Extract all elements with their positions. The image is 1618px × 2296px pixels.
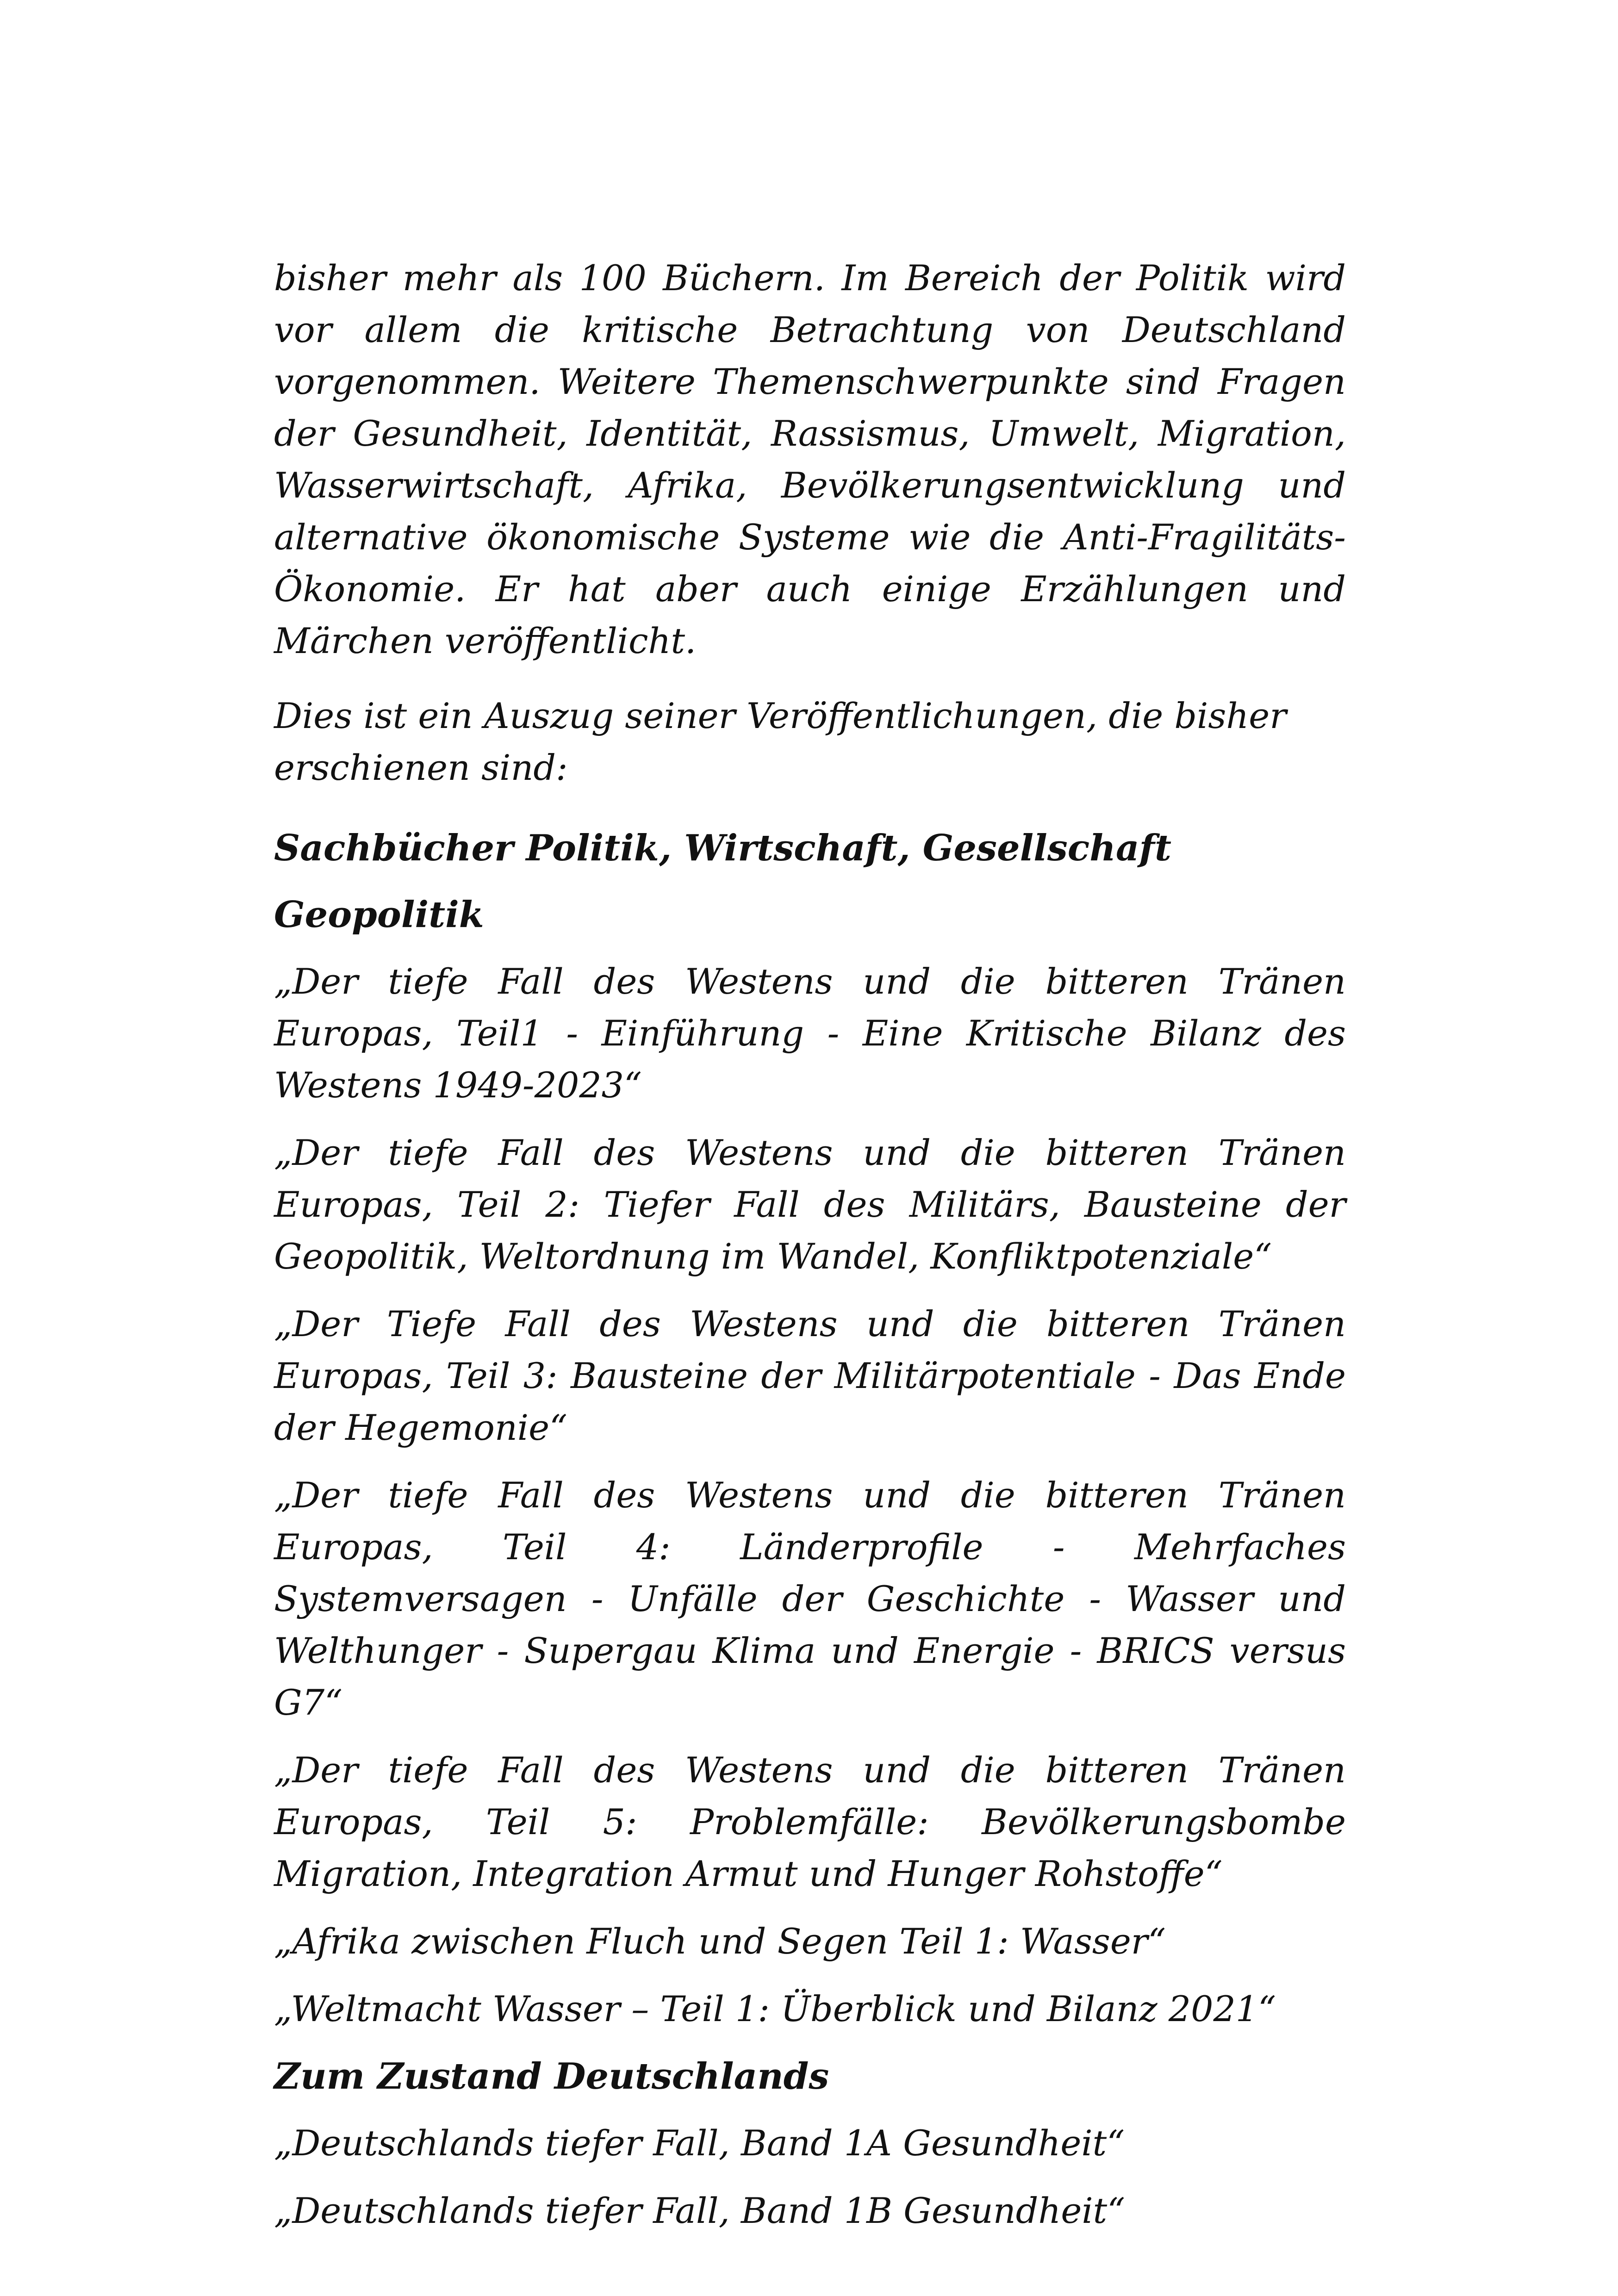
section-heading: Sachbücher Politik, Wirtschaft, Gesellschaft bbox=[274, 827, 1172, 869]
list-item: „Der tiefe Fall des Westens und die bitteren Tränen Europas, Teil 2: Tiefer Fall des Militärs, Bausteine der Geopolitik, Weltordnung im Wandel, Konfliktpotenziale“ bbox=[274, 1132, 1346, 1277]
lead-paragraph: Dies ist ein Auszug seiner Veröffentlichungen, die bisher erschienen sind: bbox=[274, 695, 1287, 788]
list-item: „Der tiefe Fall des Westens und die bitteren Tränen Europas, Teil 5: Problemfälle: Bevölkerungsbombe Migration, Integration Armut und Hunger Rohstoffe“ bbox=[274, 1749, 1346, 1894]
list-item: „Der tiefe Fall des Westens und die bitteren Tränen Europas, Teil 4: Länderprofile - Mehrfaches Systemversagen - Unfälle der Geschichte - Wasser und Welthunger - Supergau Klima und Energie - BRICS versus G7“ bbox=[274, 1475, 1346, 1723]
list-item: „Deutschlands tiefer Fall, Band 1A Gesundheit“ bbox=[274, 2122, 1125, 2164]
list-item: „Deutschlands tiefer Fall, Band 1B Gesundheit“ bbox=[274, 2190, 1126, 2231]
list-item: „Der tiefe Fall des Westens und die bitteren Tränen Europas, Teil1 - Einführung - Eine Kritische Bilanz des Westens 1949-2023“ bbox=[274, 961, 1346, 1106]
intro-paragraph: bisher mehr als 100 Büchern. Im Bereich der Politik wird vor allem die kritische Betrachtung von Deutschland vorgenommen. Weitere Themenschwerpunkte sind Fragen der Gesundheit, Identität, Rassismus, Umwelt, Migration, Wasserwirtschaft, Afrika, Bevölkerungsentwicklung und alternative ökonomische Systeme wie die Anti-Fragilitäts-Ökonomie. Er hat aber auch einige Erzählungen und Märchen veröffentlicht. bbox=[274, 257, 1346, 661]
list-item: „Weltmacht Wasser – Teil 1: Überblick und Bilanz 2021“ bbox=[274, 1988, 1276, 2029]
geopolitik-heading: Geopolitik bbox=[274, 894, 484, 936]
deutschland-heading: Zum Zustand Deutschlands bbox=[274, 2055, 829, 2097]
page-content bbox=[274, 252, 1346, 2252]
list-item: „Afrika zwischen Fluch und Segen Teil 1: Wasser“ bbox=[274, 1921, 1166, 1962]
list-item: „Der Tiefe Fall des Westens und die bitteren Tränen Europas, Teil 3: Bausteine der Militärpotentiale - Das Ende der Hegemonie“ bbox=[274, 1303, 1346, 1448]
